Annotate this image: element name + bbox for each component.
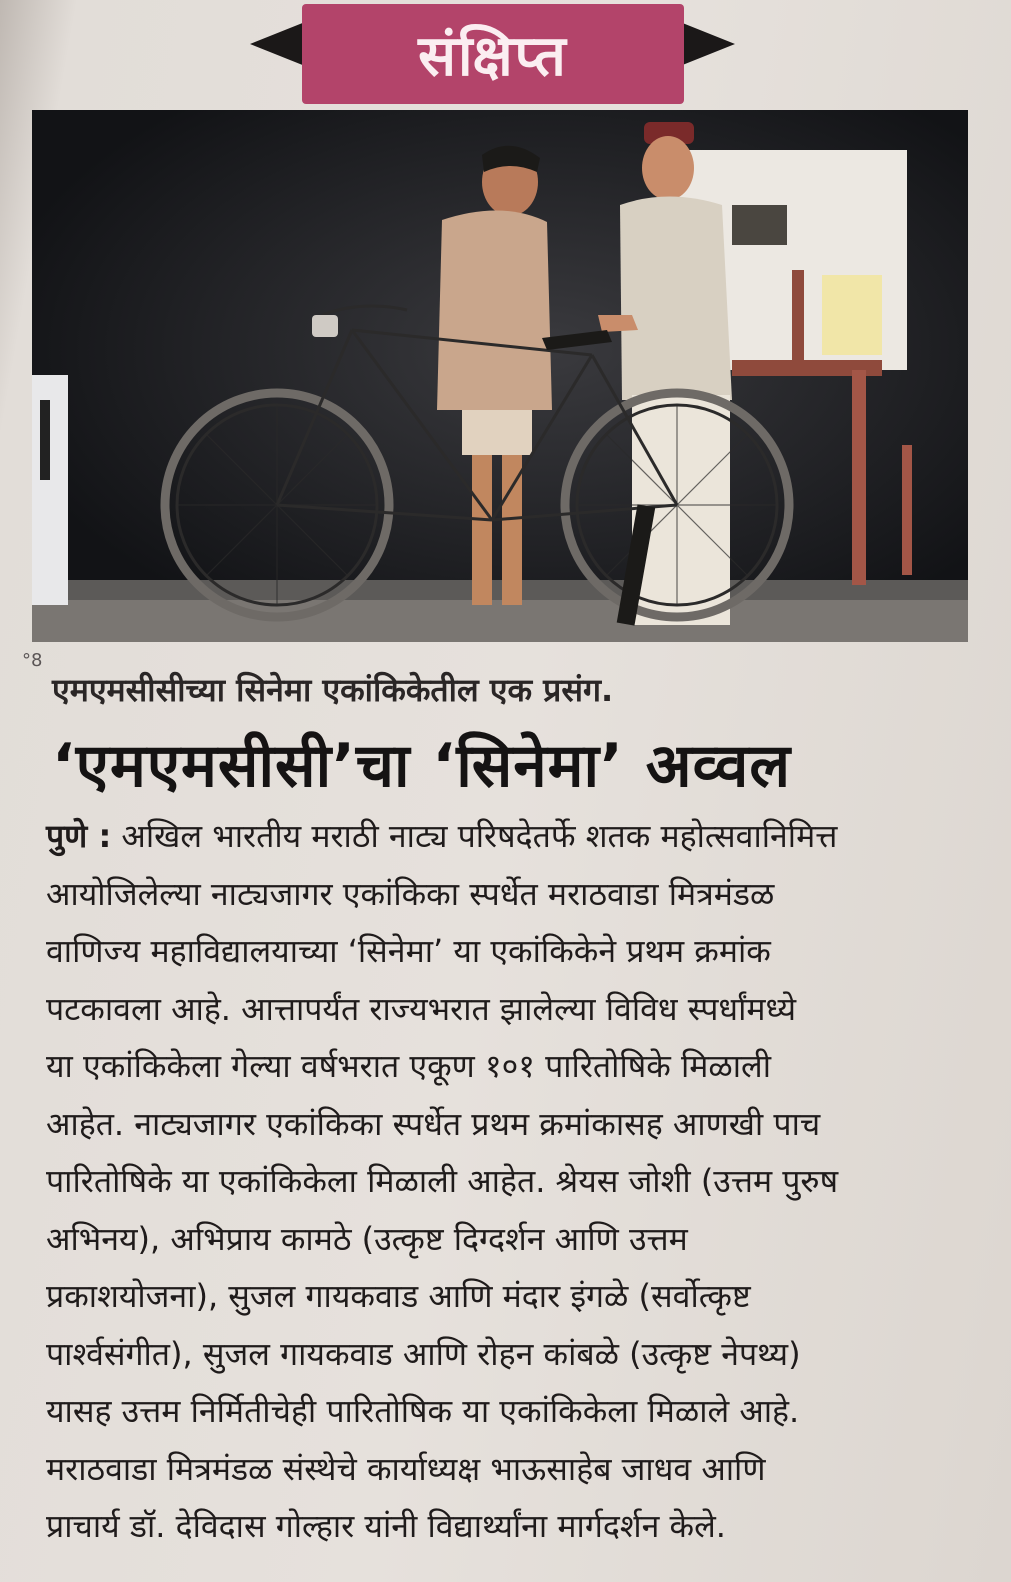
article-line: पुणे : अखिल भारतीय मराठी नाट्य परिषदेतर्फे शतक महोत्सवानिमित्त [46, 817, 838, 855]
article-line: या एकांकिकेला गेल्या वर्षभरात एकूण १०१ पारितोषिके मिळाली [46, 1047, 771, 1085]
article-line: यासह उत्तम निर्मितीचेही पारितोषिक या एकांकिकेला मिळाले आहे. [46, 1392, 800, 1430]
article-line: प्राचार्य डॉ. देविदास गोल्हार यांनी विद्यार्थ्यांना मार्गदर्शन केले. [46, 1507, 726, 1545]
article-line: आहेत. नाट्यजागर एकांकिका स्पर्धेत प्रथम क्रमांकासह आणखी पाच [46, 1104, 821, 1143]
article-line: पटकावला आहे. आत्तापर्यंत राज्यभरात झालेल्या विविध स्पर्धांमध्ये [46, 989, 797, 1028]
article-line: मराठवाडा मित्रमंडळ संस्थेचे कार्याध्यक्ष भाऊसाहेब जाधव आणि [46, 1449, 766, 1488]
banner-label-box [302, 4, 684, 104]
stage-photo [32, 110, 968, 642]
photo-caption: एमएमसीसीच्या सिनेमा एकांकिकेतील एक प्रसंग. [52, 671, 614, 709]
section-title: संक्षिप्त [418, 24, 568, 89]
article-headline: ‘एमएमसीसी’चा ‘सिनेमा’ अव्वल [52, 731, 792, 801]
article-line: पारितोषिके या एकांकिकेला मिळाली आहेत. श्रेयस जोशी (उत्तम पुरुष [46, 1162, 839, 1200]
dateline: पुणे : [46, 817, 112, 855]
section-banner [250, 0, 735, 110]
margin-mark: °8 [22, 650, 43, 671]
article-line: वाणिज्य महाविद्यालयाच्या ‘सिनेमा’ या एकांकिकेने प्रथम क्रमांक [46, 932, 771, 970]
article-line: आयोजिलेल्या नाट्यजागर एकांकिका स्पर्धेत मराठवाडा मित्रमंडळ [46, 874, 775, 913]
article-line: पार्श्वसंगीत), सुजल गायकवाड आणि रोहन कांबळे (उत्कृष्ट नेपथ्य) [46, 1334, 801, 1373]
article-line: प्रकाशयोजना), सुजल गायकवाड आणि मंदार इंगळे (सर्वोत्कृष्ट [46, 1277, 751, 1315]
article-body [46, 808, 966, 1556]
article-line: अभिनय), अभिप्राय कामठे (उत्कृष्ट दिग्दर्शन आणि उत्तम [46, 1219, 688, 1258]
